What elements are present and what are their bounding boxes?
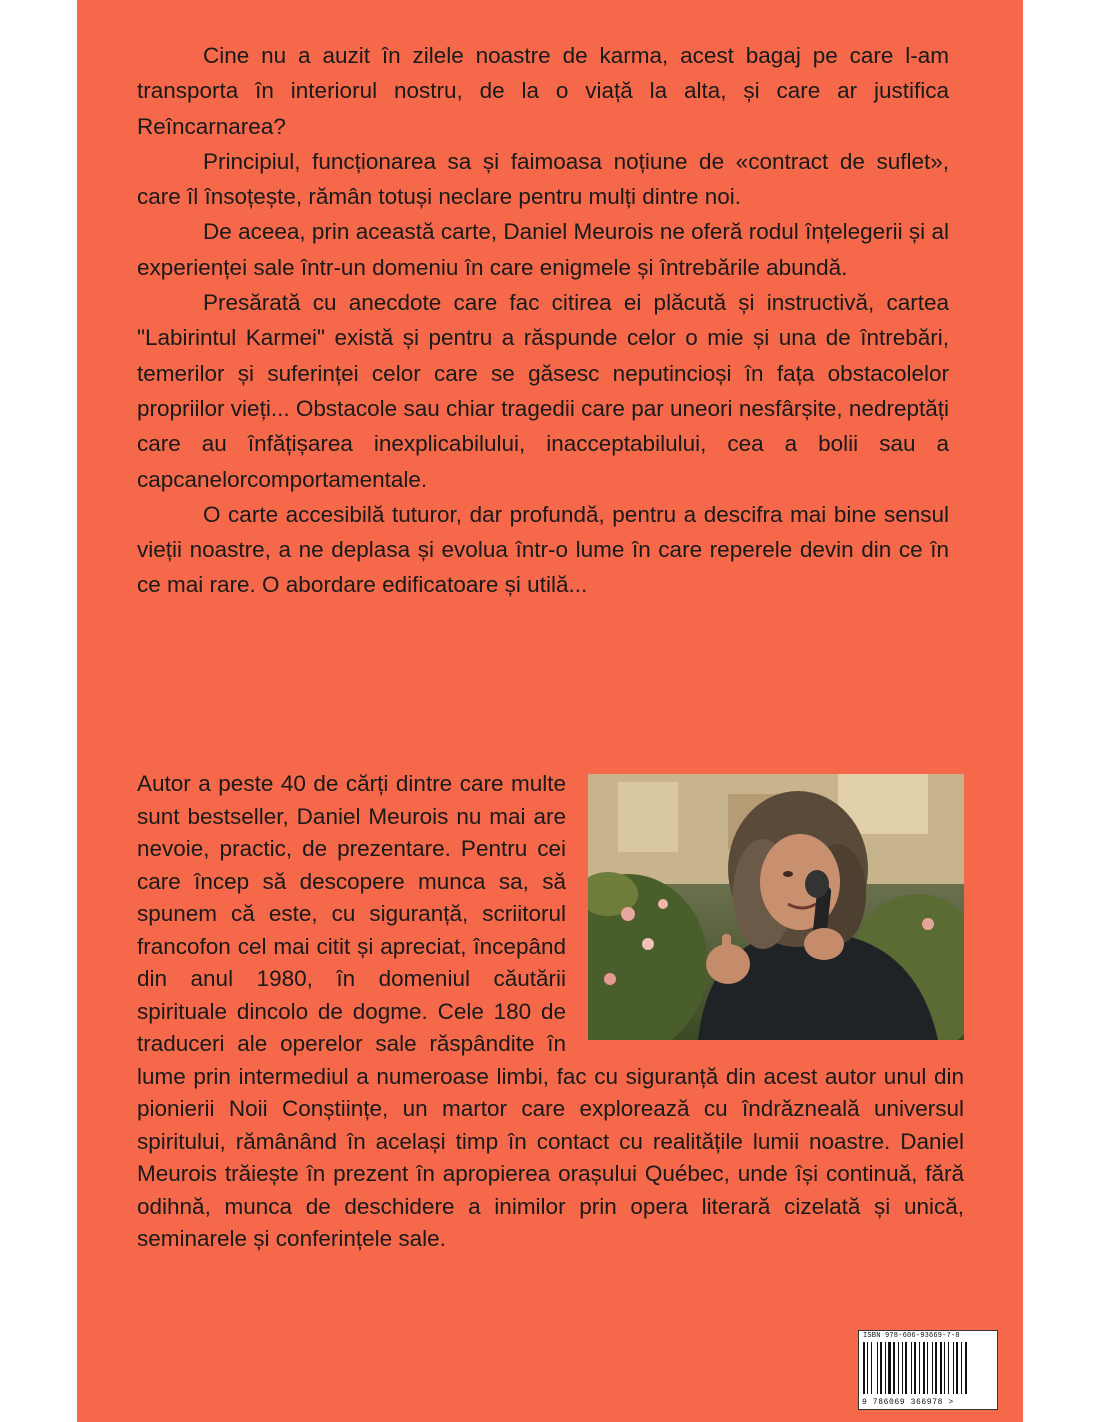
isbn-label: ISBN 978-606-93669-7-8 [863,1332,960,1340]
author-photo [588,774,964,1040]
synopsis-paragraph-2: Principiul, funcționarea sa și faimoasa noțiune de «contract de suflet», care îl însoțește, rămân totuși neclare pentru mulți dintre noi. [137,148,949,210]
synopsis-paragraph-5: O carte accesibilă tuturor, dar profundă, pentru a descifra mai bine sensul vieții noastre, a ne deplasa și evolua într-o lume în care reperele devin din ce în ce mai rare. O abordare edificatoare și utilă... [137,501,949,598]
isbn-barcode [858,1330,998,1410]
synopsis-paragraph-3: De aceea, prin această carte, Daniel Meurois ne oferă rodul înțelegerii și al experienței sale într-un domeniu în care enigmele și întrebările abundă. [137,219,949,280]
synopsis-paragraph-1: Cine nu a auzit în zilele noastre de karma, acest bagaj pe care l-am transporta în interiorul nostru, de la o viață la alta, și care ar justifica Reîncarnarea? [137,43,949,139]
synopsis-paragraph-4: Presărată cu anecdote care fac citirea ei plăcută și instructivă, cartea "Labirintul Karmei" există și pentru a răspunde celor o mie și una de întrebări, temerilor și suferinței celor care se găsesc neputincioși în fața obstacolelor propriilor vieți... Obstacole sau chiar tragedii care par uneori nesfârșite, nedreptăți care au înfățișarea inexplicabilului, inacceptabilului, cea a bolii sau a capcanelorcomportamentale. [137,290,949,492]
author-bio-section [137,768,964,1256]
author-bio-text: Autor a peste 40 de cărți dintre care multe sunt bestseller, Daniel Meurois nu mai are nevoie, practic, de prezentare. Pentru cei care încep să descopere munca sa, să spunem că este, cu siguranță, scriitorul francofon cel mai citit și apreciat, începând din anul 1980, în domeniul căutării spirituale dincolo de dogme. Cele 180 de traduceri ale operelor sale răspândite în lume prin intermediul a numeroase limbi, fac cu siguranță din acest autor unul din pionierii Noii Conștiințe, un martor care explorează cu îndrăzneală universul spiritului, rămânând în același timp în contact cu realitățile lumii noastre. Daniel Meurois trăiește în prezent în apropierea orașului Québec, unde își continuă, fără odihnă, munca de deschidere a inimilor prin opera literară cizelată și unică, seminarele și conferințele sale. [137,771,964,1251]
barcode-digits: 9 786069 366978 > [862,1398,954,1407]
book-synopsis [137,38,949,603]
barcode-bars [863,1342,991,1394]
back-cover [77,0,1023,1422]
